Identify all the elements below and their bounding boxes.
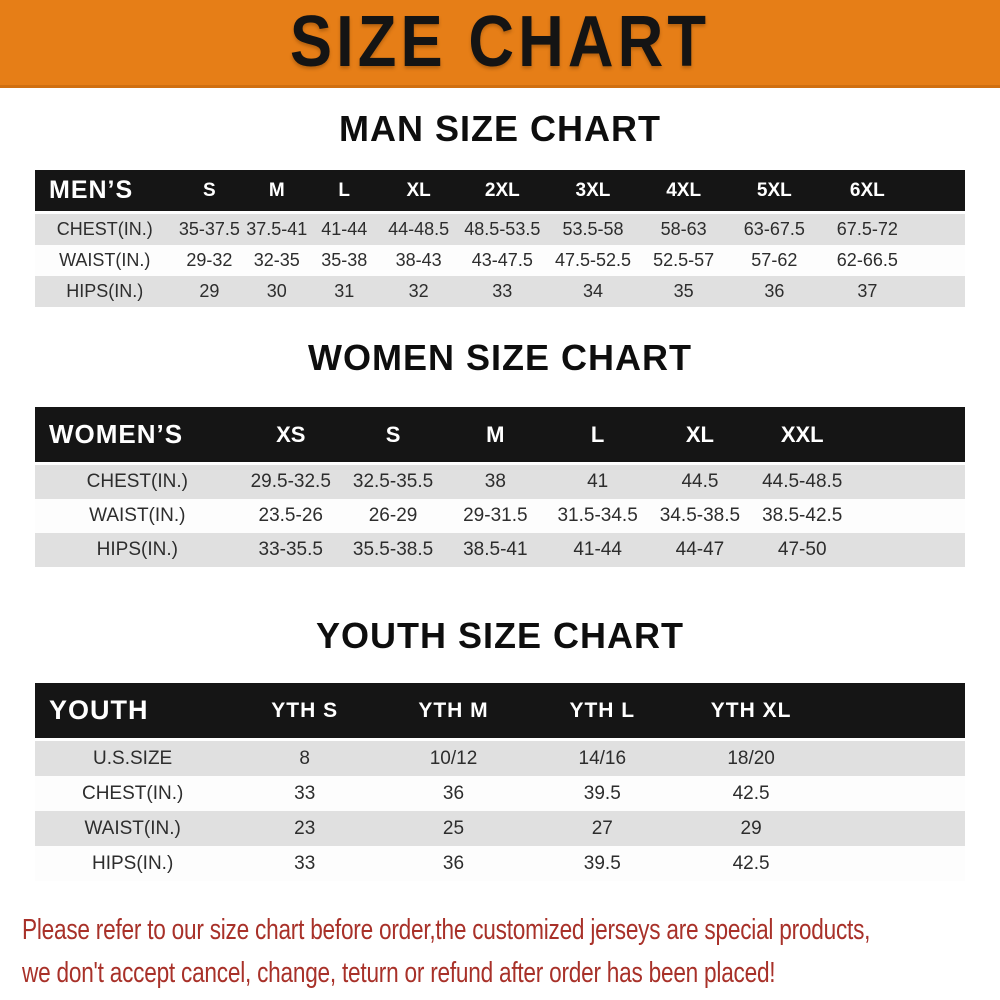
women-table-body: [35, 407, 965, 567]
man-section-heading: MAN SIZE CHART: [339, 108, 661, 149]
footer-line-2: we don't accept cancel, change, teturn or refund after order has been placed!: [22, 957, 776, 989]
table-cell: 44-47: [649, 533, 751, 567]
table-cell: 44-48.5: [379, 213, 458, 246]
column-header: 6XL: [821, 170, 914, 213]
column-header: 3XL: [546, 170, 639, 213]
women-section-heading: WOMEN SIZE CHART: [308, 337, 692, 378]
men-table-body: [35, 170, 965, 307]
table-cell: 53.5-58: [546, 213, 639, 246]
table-cell: 32-35: [244, 245, 309, 276]
table-cell: 38.5-42.5: [751, 499, 853, 533]
table-cell: 33: [230, 776, 379, 811]
table-cell: 63-67.5: [728, 213, 821, 246]
column-header: YTH S: [230, 683, 379, 740]
table-cell: 29.5-32.5: [240, 464, 342, 500]
row-spacer: [825, 740, 965, 777]
table-cell: 34.5-38.5: [649, 499, 751, 533]
row-spacer: [914, 213, 965, 246]
table-cell: 35-38: [309, 245, 379, 276]
table-cell: 42.5: [677, 776, 826, 811]
row-label: CHEST(IN.): [35, 213, 175, 246]
row-spacer: [853, 464, 965, 500]
row-label: HIPS(IN.): [35, 276, 175, 307]
table-header-row: [35, 170, 965, 213]
table-cell: 31: [309, 276, 379, 307]
table-cell: 36: [379, 846, 528, 881]
column-header: XL: [649, 407, 751, 464]
table-cell: 39.5: [528, 776, 677, 811]
table-cell: 33: [230, 846, 379, 881]
table-cell: 32.5-35.5: [342, 464, 444, 500]
table-cell: 47.5-52.5: [546, 245, 639, 276]
table-corner-label: WOMEN’S: [35, 407, 240, 464]
table-header-row: [35, 683, 965, 740]
table-cell: 35: [639, 276, 727, 307]
column-header: 4XL: [639, 170, 727, 213]
row-label: HIPS(IN.): [35, 846, 230, 881]
header-spacer: [825, 683, 965, 740]
table-cell: 33: [458, 276, 546, 307]
header-spacer: [853, 407, 965, 464]
column-header: M: [244, 170, 309, 213]
men-size-table: [35, 170, 965, 307]
table-cell: 38-43: [379, 245, 458, 276]
women-size-table: [35, 407, 965, 567]
table-cell: 44.5-48.5: [751, 464, 853, 500]
table-row: [35, 499, 965, 533]
table-cell: 18/20: [677, 740, 826, 777]
column-header: YTH M: [379, 683, 528, 740]
table-row: [35, 276, 965, 307]
table-cell: 36: [379, 776, 528, 811]
table-cell: 67.5-72: [821, 213, 914, 246]
table-row: [35, 846, 965, 881]
column-header: XS: [240, 407, 342, 464]
table-cell: 26-29: [342, 499, 444, 533]
table-cell: 29-32: [175, 245, 245, 276]
table-cell: 37.5-41: [244, 213, 309, 246]
table-cell: 38: [444, 464, 546, 500]
table-cell: 32: [379, 276, 458, 307]
youth-table-body: [35, 683, 965, 881]
table-row: [35, 776, 965, 811]
table-cell: 29-31.5: [444, 499, 546, 533]
table-cell: 8: [230, 740, 379, 777]
table-cell: 35.5-38.5: [342, 533, 444, 567]
row-label: CHEST(IN.): [35, 776, 230, 811]
table-row: [35, 533, 965, 567]
table-cell: 37: [821, 276, 914, 307]
table-row: [35, 213, 965, 246]
table-header-row: [35, 407, 965, 464]
table-cell: 36: [728, 276, 821, 307]
table-cell: 39.5: [528, 846, 677, 881]
youth-section-heading: YOUTH SIZE CHART: [315, 615, 684, 656]
table-cell: 30: [244, 276, 309, 307]
header-spacer: [914, 170, 965, 213]
row-spacer: [825, 846, 965, 881]
table-cell: 31.5-34.5: [546, 499, 648, 533]
row-spacer: [914, 276, 965, 307]
row-spacer: [853, 533, 965, 567]
table-cell: 27: [528, 811, 677, 846]
row-label: CHEST(IN.): [35, 464, 240, 500]
column-header: YTH XL: [677, 683, 826, 740]
row-label: HIPS(IN.): [35, 533, 240, 567]
table-corner-label: MEN’S: [35, 170, 175, 213]
table-cell: 41: [546, 464, 648, 500]
row-spacer: [825, 811, 965, 846]
table-row: [35, 245, 965, 276]
table-cell: 42.5: [677, 846, 826, 881]
column-header: M: [444, 407, 546, 464]
table-cell: 47-50: [751, 533, 853, 567]
column-header: S: [342, 407, 444, 464]
row-label: WAIST(IN.): [35, 499, 240, 533]
column-header: 5XL: [728, 170, 821, 213]
banner-title: SIZE CHART: [289, 1, 711, 82]
table-cell: 25: [379, 811, 528, 846]
column-header: L: [309, 170, 379, 213]
table-cell: 23: [230, 811, 379, 846]
column-header: YTH L: [528, 683, 677, 740]
column-header: L: [546, 407, 648, 464]
table-cell: 52.5-57: [639, 245, 727, 276]
table-cell: 35-37.5: [175, 213, 245, 246]
column-header: 2XL: [458, 170, 546, 213]
column-header: XL: [379, 170, 458, 213]
table-cell: 43-47.5: [458, 245, 546, 276]
table-cell: 29: [677, 811, 826, 846]
table-cell: 62-66.5: [821, 245, 914, 276]
table-cell: 34: [546, 276, 639, 307]
row-spacer: [853, 499, 965, 533]
table-cell: 44.5: [649, 464, 751, 500]
row-label: WAIST(IN.): [35, 245, 175, 276]
row-label: WAIST(IN.): [35, 811, 230, 846]
table-cell: 58-63: [639, 213, 727, 246]
table-cell: 41-44: [546, 533, 648, 567]
column-header: XXL: [751, 407, 853, 464]
table-row: [35, 464, 965, 500]
footer-line-1: Please refer to our size chart before order,the customized jerseys are special products,: [22, 914, 871, 946]
youth-size-table: [35, 683, 965, 881]
table-corner-label: YOUTH: [35, 683, 230, 740]
table-cell: 48.5-53.5: [458, 213, 546, 246]
table-cell: 10/12: [379, 740, 528, 777]
row-spacer: [825, 776, 965, 811]
table-cell: 57-62: [728, 245, 821, 276]
table-cell: 14/16: [528, 740, 677, 777]
table-cell: 33-35.5: [240, 533, 342, 567]
table-cell: 29: [175, 276, 245, 307]
table-cell: 41-44: [309, 213, 379, 246]
table-row: [35, 811, 965, 846]
table-cell: 38.5-41: [444, 533, 546, 567]
column-header: S: [175, 170, 245, 213]
row-label: U.S.SIZE: [35, 740, 230, 777]
row-spacer: [914, 245, 965, 276]
footer-note: [0, 909, 1000, 995]
banner: [0, 0, 1000, 88]
table-cell: 23.5-26: [240, 499, 342, 533]
table-row: [35, 740, 965, 777]
